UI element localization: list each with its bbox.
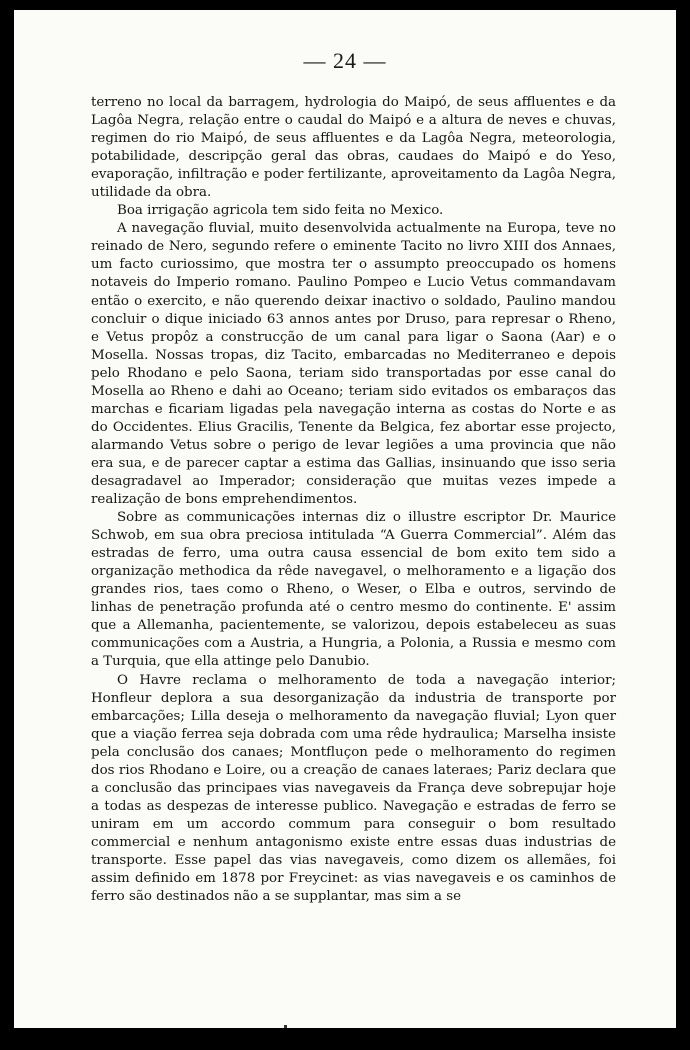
page-number: — 24 — — [303, 48, 387, 73]
paragraph-french-ports: O Havre reclama o melhoramento de toda a navegação interior; Honfleur deplora a sua desorganização da industria de transporte por embarcações; Lilla deseja o melhoramento da navegação fluvial; Lyon quer que a viação ferrea seja dobrada com uma rêde hydraulica; Marselha insiste pela conclusão dos canaes; Montfluçon pede o melhoramento do regimen dos rios Rhodano e Loire, ou a creação de canaes lateraes; Pariz declara que a conclusão das principaes vias navegaveis da França deve sobrepujar hoje a todas as despezas de interesse publico. Navegação e estradas de ferro se uniram em um accordo commum para conseguir o bom resultado commercial e nenhum antagonismo existe entre essas duas industrias de transporte. Esse papel das vias navegaveis, como dizem os allemães, foi assim definido em 1878 por Freycinet: as vias navegaveis e os caminhos de ferro são destinados não a se supplantar, mas sim a se — [91, 672, 616, 905]
document-page — [14, 10, 676, 1028]
body-text — [91, 94, 616, 906]
paragraph-fluvial-navigation: A navegação fluvial, muito desenvolvida actualmente na Europa, teve no reinado de Nero, segundo refere o eminente Tacito no livro XIII dos Annaes, um facto curiossimo, que mostra ter o assumpto preoccupado os homens notaveis do Imperio romano. Paulino Pompeo e Lucio Vetus commandavam então o exercito, e não querendo deixar inactivo o soldado, Paulino mandou concluir o dique iniciado 63 annos antes por Druso, para represar o Rheno, e Vetus propôz a construcção de um canal para ligar o Saona (Aar) e o Mosella. Nossas tropas, diz Tacito, embarcadas no Mediterraneo e depois pelo Rhodano e pelo Saona, teriam sido transportadas por esse canal do Mosella ao Rheno e dahi ao Oceano; teriam sido evitados os embaraços das marchas e ficariam ligadas pela navegação interna as costas do Norte e as do Occidentes. Elius Gracilis, Tenente da Belgica, fez abortar esse projecto, alarmando Vetus sobre o perigo de levar legiões a uma provincia que não era sua, e de parecer captar a estima das Gallias, insinuando que isso seria desagradavel ao Imperador; consideração que muitas vezes impede a realização de bons emprehendimentos. — [91, 221, 616, 508]
paragraph-continuation: terreno no local da barragem, hydrologia do Maipó, de seus affluentes e da Lagôa Negra, relação entre o caudal do Maipó e a altura de neves e chuvas, regimen do rio Maipó, de seus affluentes e da Lagôa Negra, meteorologia, potabilidade, descripção geral das obras, caudaes do Maipó e do Yeso, evaporação, infiltração e poder fertilizante, aproveitamento da Lagôa Negra, utilidade da obra. — [91, 95, 616, 201]
bottom-speck — [284, 1025, 287, 1028]
paragraph-mexico-irrigation: Boa irrigação agricola tem sido feita no Mexico. — [117, 203, 444, 219]
paragraph-internal-communications: Sobre as communicações internas diz o illustre escriptor Dr. Maurice Schwob, em sua obra preciosa intitulada “A Guerra Commercial”. Além das estradas de ferro, uma outra causa essencial de bom exito tem sido a organização methodica da rêde navegavel, o melhoramento e a ligação dos grandes rios, taes como o Rheno, o Weser, o Elba e outros, servindo de linhas de penetração profunda até o centro mesmo do continente. E' assim que a Allemanha, pacientemente, se valorizou, depois estabeleceu as suas communicações com a Austria, a Hungria, a Polonia, a Russia e mesmo com a Turquia, que ella attinge pelo Danubio. — [91, 510, 616, 670]
